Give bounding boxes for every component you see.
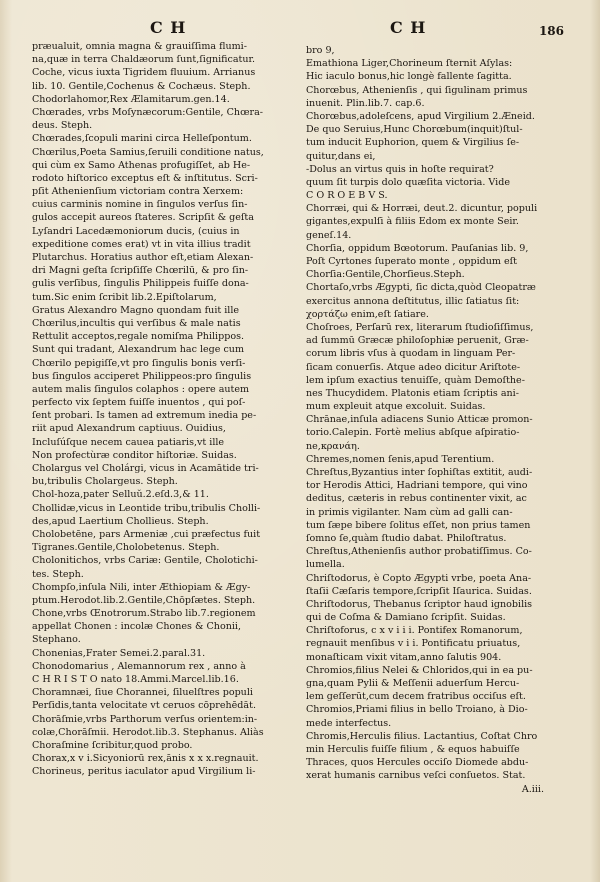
left-column [32,40,294,779]
text-line: quum ſit turpis dolo quæſita victoria. Vide [306,176,510,188]
text-line: Chodorlahomor,Rex Ælamitarum.gen.14. [32,93,230,105]
text-line: Chœrilus,incultis qui verſibus & male natis [32,317,241,329]
running-head-left: C H [150,18,187,37]
text-line: lem geſſerūt,cum decem fratribus occiſus eſt. [306,691,526,703]
text-line: De quo Seruius,Hunc Chorœbum(inquit)ſtul- [306,124,523,136]
text-line: Chortaſo,vrbs Ægypti, ſic dicta,quòd Cleopatræ [306,282,536,294]
page-number: 186 [538,24,564,38]
text-line: dri Magni geſta ſcripſiſſe Chœrilū, & pro ſin- [32,265,249,277]
text-line: -Dolus an virtus quis in hoſte requirat? [306,163,494,175]
text-line: Chrānae,inſula adiacens Sunio Atticæ promon- [306,414,533,426]
text-line: Chonenias,Frater Semei.2.paral.31. [32,647,206,659]
text-line: Chorineus, peritus iaculator apud Virgilium li- [32,766,256,778]
text-line: Cholargus vel Cholárgi, vicus in Acamātide tri- [32,463,259,474]
text-line: Emathiona Liger,Chorineum ſternit Aſylas: [306,58,513,70]
text-line: Poſt Cyrtones ſuperato monte , oppidum eſt [306,256,518,267]
text-line: quitur,dans ei, [306,150,376,162]
text-line: Chremes,nomen ſenis,apud Terentium. [306,453,495,465]
text-line: qui de Coſma & Damiano ſcripſit. Suidas. [306,612,506,624]
text-line: Chonodomarius , Alemannorum rex , anno à [32,660,246,672]
text-line: Rettulit acceptos,regale nomiſma Philippos. [32,331,245,343]
text-line: colæ,Chorāſmii. Herodot.lib.3. Stephanus. Aliàs [32,726,264,738]
text-line: gna,quam Pylii & Meſſenii aduerſum Hercu- [306,678,520,689]
running-head-right: C H [390,18,427,37]
text-line: perfecto vix ſeptem fuiſſe inuentos , qui poſ- [32,397,246,409]
text-line: Tigranes.Gentile,Cholobetenus. Steph. [32,542,220,554]
text-line: corum libris vſus à quodam in linguam Per- [306,348,516,360]
text-line: Perſidis,tanta velocitate vt ceruos cōprehēdāt. [32,700,256,712]
text-line: min Herculis fuiſſe filium , & equos habuiſſe [306,743,520,755]
text-line: Chromis,Herculis filius. Lactantius, Coſtat Chro [306,730,538,742]
text-line: bus ſingulos acciperet Philippeos:pro ſingulis [32,370,252,382]
text-line: Chœrilo pepigiſſe,vt pro ſingulis bonis verſi- [32,357,246,369]
text-line: Chompſo,inſula Nili, inter Æthiopiam & Ægy- [32,581,251,593]
text-line: Chorſia, oppidum Bœotorum. Pauſanias lib. 9, [306,242,529,254]
text-line: xerat humanis carnibus veſci conſuetos. Stat. [306,770,526,782]
text-line: præualuit, omnia magna & grauiſſima flumi- [32,41,247,52]
text-line: Chorax,x v i.Sicyoniorū rex,ānis x x x.regnauit. [32,753,259,765]
text-line: rodoto hiſtorico exceptus eſt & inſtitutus. Scri- [32,172,258,184]
text-line: ſicam conuerſis. Atque adeo dicitur Ariſtote- [306,361,521,373]
text-line: Choſroes, Perſarū rex, literarum ſtudioſiſſimus, [306,321,534,333]
text-line: inuenit. Plin.lib.7. cap.6. [306,97,425,109]
text-line: monaſticam vixit vitam,anno ſalutis 904. [306,651,502,663]
text-line: C O R O E B V S. [306,190,388,202]
signature-mark: A.iii. [521,783,544,795]
text-line: deus. Steph. [32,120,93,132]
text-line: Choramnæi, ſiue Chorannei, ſiluelſtres populi [32,687,253,699]
text-line: in primis vigilanter. Nam cùm ad galli can- [306,506,513,518]
text-line: gulos accepit aureos ſtateres. Scripſit & geſta [32,212,254,224]
text-line: des,apud Laertium Chollieus. Steph. [32,515,209,527]
text-line: tum ſæpe bibere ſolitus eſſet, non prius tamen [306,519,531,531]
text-line: Non profectùræ conditor hiſtoriæ. Suidas. [32,449,237,461]
text-line: expeditione comes erat) vt in vita illius tradit [32,238,251,250]
text-line: tor Herodis Attici, Hadriani tempore, qui vino [306,480,528,492]
text-line: Lyſandri Lacedæmoniorum ducis, (cuius in [32,225,240,237]
text-line: gulis verſibus, ſingulis Philippeis fuiſſe dona- [32,278,249,290]
text-line: nes Thucydidem. Platonis etiam ſcriptis ani- [306,387,519,399]
text-line: Chromios,filius Nelei & Chloridos,qui in ea pu- [306,664,533,676]
text-line: tum inducit Euphorion, quem & Virgilius ſe- [306,137,520,149]
text-line: exercitus annona deſtitutus, illic ſatiatus ſit: [306,295,520,307]
text-line: mede interfectus. [306,717,392,729]
text-line: Chromios,Priami filius in bello Troiano, à Dio- [306,704,528,716]
text-line: cuius carminis nomine in ſingulos verſus ſin- [32,199,248,211]
text-line: Chone,vrbs Œnotrorum.Strabo lib.7.regionem [32,608,256,620]
text-line: lib. 10. Gentile,Cochenus & Cochæus. Steph. [32,80,251,92]
text-line: riit apud Alexandrum captiuus. Ouidius, [32,423,226,435]
text-line: Chollidæ,vicus in Leontide tribu,tribulis Cholli- [32,502,261,514]
text-line: pſit Athenienſium victoriam contra Xerxem: [32,186,244,198]
text-line: Chriſtodorus, Thebanus ſcriptor haud ignobilis [306,598,533,610]
text-line: Chol-hoza,pater Selluŭ.2.eſd.3,& 11. [32,489,209,501]
text-line: ne,κρανάη. [306,440,360,452]
text-line: Chorræi, qui & Horræi, deut.2. dicuntur, populi [306,203,538,215]
text-line: Chœrades,ſcopuli marini circa Helleſpontum. [32,133,252,145]
text-line: Chorœbus,adoleſcens, apud Virgilium 2.Æneid. [306,110,535,122]
text-line: χορτάζω enim,eſt ſatiare. [306,308,429,320]
text-line: ſent probari. Is tamen ad extremum inedia pe- [32,410,257,422]
text-line: Choraſmine ſcribitur,quod probo. [32,739,193,751]
text-line: torio.Calepin. Fortè melius abſque aſpiratio- [306,427,520,439]
text-line: ſomno ſe,quàm ſtudio dabat. Philoſtratus. [306,532,507,544]
text-line: appellat Chonen : incolæ Chones & Chonii, [32,621,241,633]
text-line: geneſ.14. [306,229,352,241]
text-line: Thraces, quos Hercules occiſo Diomede abdu- [306,757,529,769]
text-line: na,quæ in terra Chaldæorum ſunt,ſignificatur. [32,54,256,66]
text-line: mum expleuit atque excoluit. Suidas. [306,401,486,413]
text-line: bro 9, [306,45,335,56]
text-line: Chœrilus,Poeta Samius,ſeruili conditione natus, [32,146,264,158]
text-line: lem ipſum exactius tenuiſſe, quàm Demoſthe- [306,374,525,386]
text-line: bu,tribulis Cholargeus. Steph. [32,476,178,488]
text-line: lumella. [306,559,345,571]
text-line: Chriſtodorus, è Copto Ægypti vrbe, poeta Ana- [306,572,532,584]
text-line: Chœrades, vrbs Moſynæcorum:Gentile, Chœra- [32,106,263,118]
text-line: Cholonitichos, vrbs Cariæ: Gentile, Cholotichi- [32,555,258,567]
text-line: autem malis ſingulos colaphos : opere autem [32,383,250,395]
text-line: Chorſia:Gentile,Chorſieus.Steph. [306,269,465,281]
text-line: Chreſtus,Byzantius inter ſophiſtas extitit, audi- [306,467,533,478]
text-line: Incluſúſque necem cauea patiaris,vt ille [32,436,225,448]
text-line: deditus, cæteris in rebus continenter vixit, ac [306,493,527,505]
right-column [306,44,574,796]
text-line: regnauit menſibus v i i. Pontificatu priuatus, [306,638,521,650]
text-line: Coche, vicus iuxta Tigridem fluuium. Arrianus [32,67,256,79]
text-line: Chriſtoforus, c x v i i i. Pontifex Romanorum, [306,625,523,637]
text-line: Chreſtus,Athenienſis author probatiſſimus. Co- [306,546,532,558]
text-line: ptum.Herodot.lib.2.Gentile,Chōpſætes. Steph. [32,594,256,606]
text-line: Stephano. [32,634,81,646]
text-line: ſtaſii Cæſaris tempore,ſcripſit Iſaurica. Suidas. [306,585,532,597]
text-line: gigantes,expulſi à filiis Edom ex monte Seir. [306,216,519,228]
text-line: qui cùm ex Samo Athenas profugiſſet, ab He- [32,159,251,171]
text-line: ad ſummū Græcæ philoſophiæ peruenit, Græ- [306,335,529,347]
text-line: tum.Sic enim ſcribit lib.2.Epiſtolarum, [32,291,217,303]
text-line: tes. Steph. [32,568,84,580]
text-line: Hic iaculo bonus,hic longè fallente ſagitta. [306,71,512,83]
text-line: Sunt qui tradant, Alexandrum hac lege cum [32,344,245,356]
text-line: Chorāſmie,vrbs Parthorum verſus orientem:in- [32,713,258,725]
text-line: C H R I S T O nato 18.Ammi.Marcel.lib.16. [32,674,239,685]
text-line: Chorœbus, Athenienſis , qui ſigulinam primus [306,84,528,96]
text-line: Gratus Alexandro Magno quondam fuit ille [32,304,240,316]
text-line: Plutarchus. Horatius author eſt,etiam Alexan- [32,252,254,263]
text-line: Cholobetēne, pars Armeniæ ,cui præfectus fuit [32,528,261,540]
